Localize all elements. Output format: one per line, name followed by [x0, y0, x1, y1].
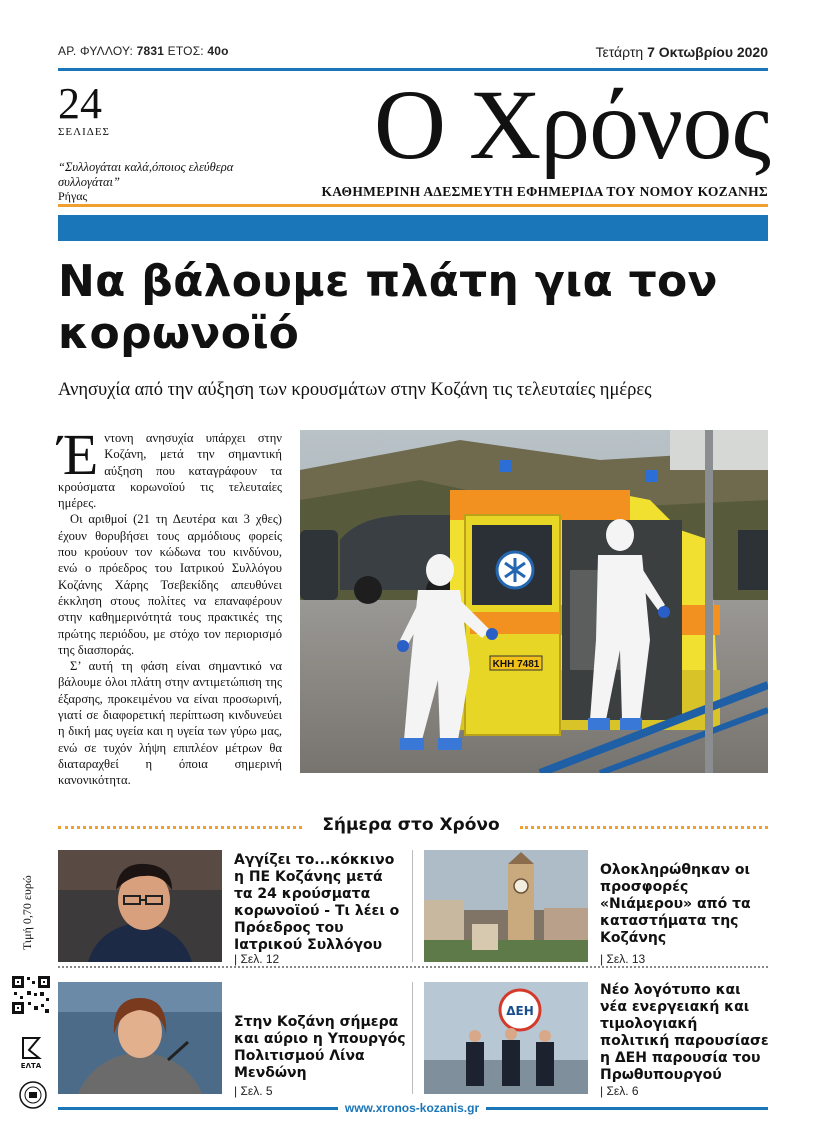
teaser-1-page: | Σελ. 12 — [234, 952, 280, 966]
section-dots-left — [58, 826, 302, 829]
teaser-4-title[interactable]: Νέο λογότυπο και νέα ενεργειακή και τιμολογιακή πολιτική παρουσίασε η ΔΕΗ παρουσία του Πρωθυπουργού — [600, 982, 769, 1083]
section-dots-right — [520, 826, 768, 829]
teaser-2-page: | Σελ. 13 — [600, 952, 646, 966]
clock-tower-image — [424, 850, 588, 962]
postal-seal-graphic — [18, 1080, 48, 1110]
ambulance-scene-image — [300, 430, 768, 773]
teaser-separator — [412, 850, 413, 962]
elta-logo-icon — [15, 1034, 47, 1070]
quote-author: Ρήγας — [58, 189, 88, 203]
lead-subhead: Ανησυχία από την αύξηση των κρουσμάτων στην Κοζάνη τις τελευταίες ημέρες — [58, 380, 652, 400]
teaser-4-photo[interactable] — [424, 982, 588, 1094]
newspaper-logo[interactable]: Ο Χρόνος — [373, 69, 770, 180]
teaser-3-page: | Σελ. 5 — [234, 1084, 273, 1098]
elta-logo-text: ΕΛΤΑ — [20, 1062, 42, 1070]
lead-paragraph: Σ’ αυτή τη φάση είναι σημαντικό να βάλουμε όλοι πλάτη στην αντιμετώπιση της έξαρσης, προκειμένου να είναι προσωρινή, γιατί σε διαφορετική περίπτωση κινδυνεύει η δική μας υγεία και η υγεία των γύρω μας, ενώ σε τυχόν λήψη επιπλέον μέτρων θα διαταραχθεί η όποια σημερινή κανονικότητα. — [58, 659, 282, 788]
teaser-1-title[interactable]: Αγγίζει το...κόκκινο η ΠΕ Κοζάνης μετά τα 24 κρούσματα κορωνοϊού - Τι λέει ο Πρόεδρος του Ιατρικού Συλλόγου — [234, 852, 400, 953]
date-value: 7 Οκτωβρίου 2020 — [647, 44, 768, 60]
lead-paragraph — [58, 422, 282, 511]
teaser-row-divider — [58, 966, 768, 968]
qr-code-graphic — [10, 974, 52, 1016]
teaser-2-title[interactable]: Ολοκληρώθηκαν οι προσφορές «Νιάμερου» από τα καταστήματα της Κοζάνης — [600, 862, 751, 946]
issue-number: 7831 — [136, 44, 165, 58]
footer-rule-left — [58, 1107, 338, 1110]
postal-seal-icon — [18, 1080, 48, 1110]
teaser-3-photo[interactable] — [58, 982, 222, 1094]
section-title: Σήμερα στο Χρόνο — [322, 815, 500, 835]
teaser-1-photo[interactable] — [58, 850, 222, 962]
elta-logo-graphic — [15, 1034, 47, 1070]
year-label: ΕΤΟΣ: — [167, 44, 204, 58]
lead-paragraph-text: ντονη ανησυχία υπάρχει στην Κοζάνη, μετά την σημαντική αύξηση που καταγράφουν τα κρούσματα κορωνοϊού τις τελευταίες ημέρες. — [58, 431, 282, 511]
teaser-separator — [412, 982, 413, 1094]
lead-headline[interactable]: Να βάλουμε πλάτη για τον κορωνοϊό — [58, 256, 718, 359]
year-value: 40ο — [207, 44, 229, 58]
header-orange-rule — [58, 204, 768, 207]
lead-body — [58, 422, 282, 789]
masthead-quote: “Συλλογάται καλά,όποιος ελεύθερα συλλογάται” — [58, 160, 234, 189]
issue-info — [58, 44, 229, 58]
deh-logo-text: ΔΕΗ — [506, 1004, 534, 1018]
teaser-3-title[interactable]: Στην Κοζάνη σήμερα και αύριο η Υπουργός Πολιτισμού Λίνα Μενδώνη — [234, 1014, 406, 1081]
date-day: Τετάρτη — [595, 44, 644, 60]
issue-label: ΑΡ. ΦΥΛΛΟΥ: — [58, 44, 134, 58]
dropcap: Έ — [58, 422, 99, 487]
issue-date — [595, 44, 768, 60]
lead-photo[interactable] — [300, 430, 768, 773]
price-label: Τιμή 0,70 ευρώ — [20, 875, 34, 950]
portrait-man-image — [58, 850, 222, 962]
lead-paragraph: Οι αριθμοί (21 τη Δευτέρα και 3 χθες) έχουν θορυβήσει τους αρμόδιους φορείς που κρούουν τον κώδωνα του κινδύνου, ενώ ο πρόεδρος του Ιατρικού Συλλόγου Κοζάνης Χάρης Τσεβεκίδης απευθύνει έκκληση στους πολίτες να επαναφέρουν στην καθημερινότητά τους πρακτικές της πρώτης περιόδου, με στόχο τον περιορισμό της διασποράς. — [58, 512, 282, 657]
portrait-woman-image — [58, 982, 222, 1094]
press-event-image — [424, 982, 588, 1094]
qr-code-icon[interactable] — [10, 974, 52, 1016]
license-plate: ΚΗΗ 7481 — [492, 659, 540, 670]
newspaper-tagline: ΚΑΘΗΜΕΡΙΝΗ ΑΔΕΣΜΕΥΤΗ ΕΦΗΜΕΡΙΔΑ ΤΟΥ ΝΟΜΟΥ ΚΟΖΑΝΗΣ — [321, 184, 768, 199]
pages-count: 24 — [58, 79, 102, 128]
teaser-4-page: | Σελ. 6 — [600, 1084, 639, 1098]
header-blue-band — [58, 215, 768, 241]
pages-word: ΣΕΛΙΔΕΣ — [58, 126, 110, 138]
teaser-2-photo[interactable] — [424, 850, 588, 962]
website-link[interactable]: www.xronos-kozanis.gr — [344, 1101, 480, 1115]
footer-rule-right — [486, 1107, 768, 1110]
